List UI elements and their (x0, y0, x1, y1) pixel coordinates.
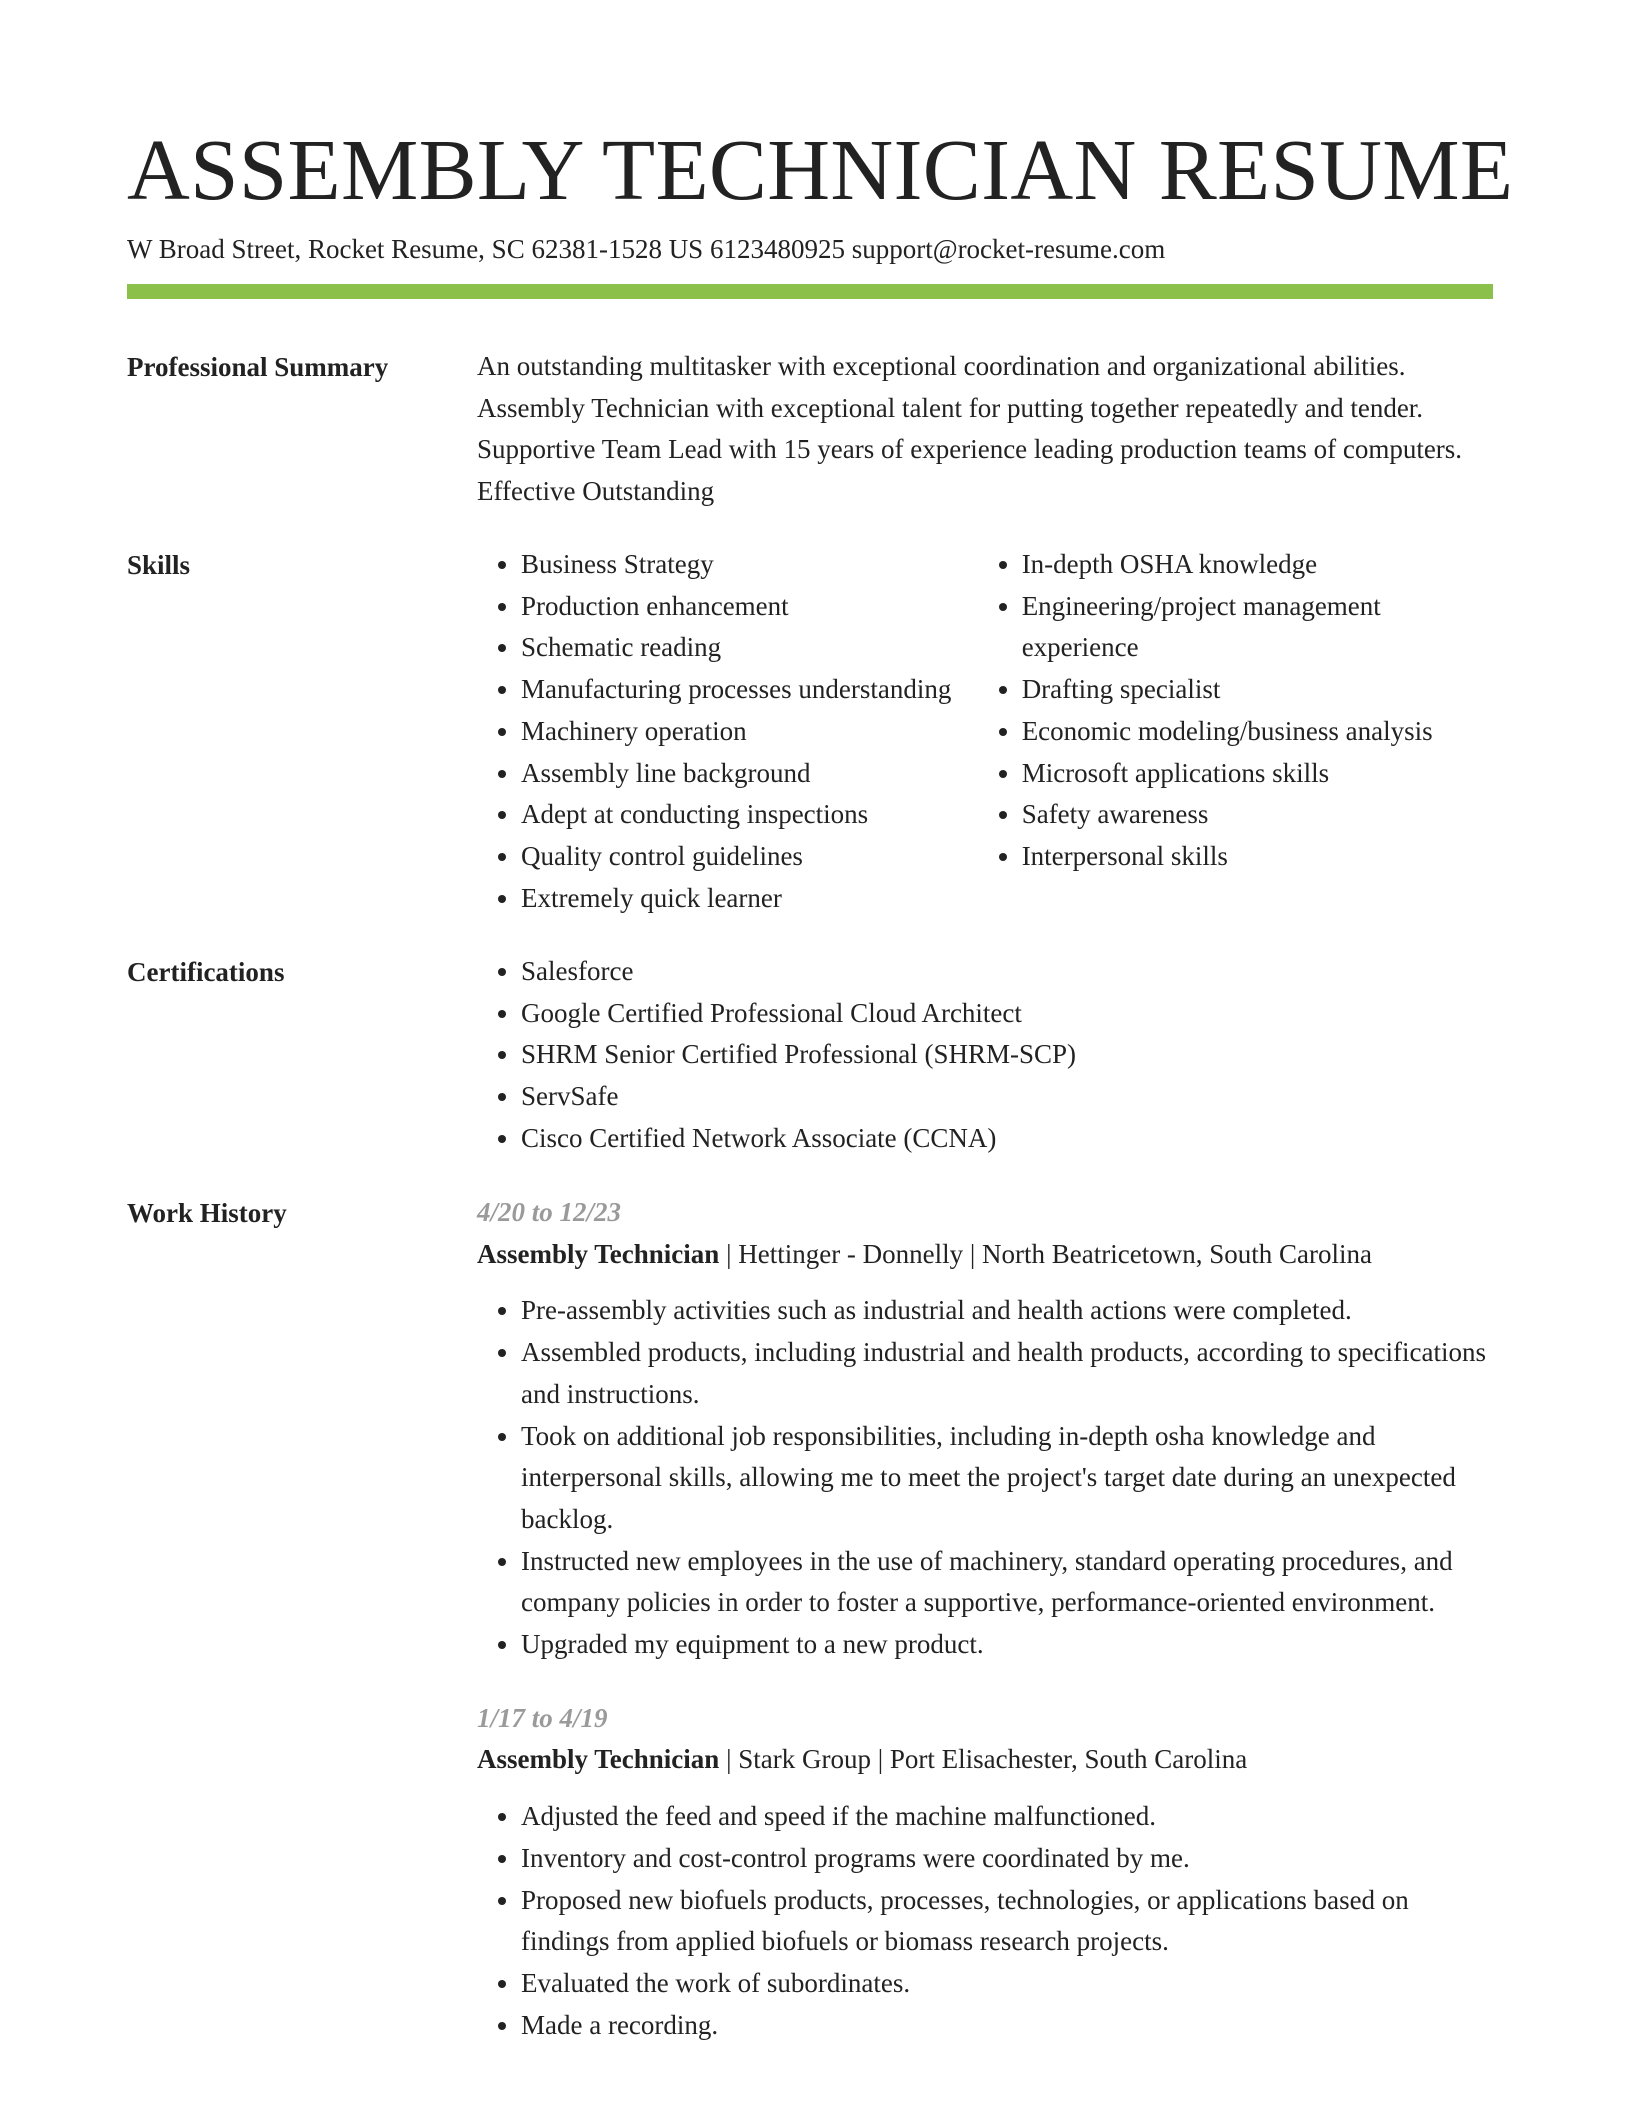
skill-item: • Adept at conducting inspections (521, 794, 978, 836)
job-entry (477, 1192, 1493, 1666)
summary-text: An outstanding multitasker with exceptional coordination and organizational abilities. Assembly Technician with exceptional talent for putting together repeatedly and tender. Supportive Team Lead with 15 years of experience leading production teams of computers. Effective Outstanding (477, 351, 1463, 507)
job-bullet: • Assembled products, including industrial and health products, according to specifications and instructions. (521, 1332, 1493, 1415)
job-heading (477, 1234, 1493, 1276)
skill-item: • Schematic reading (521, 627, 978, 669)
certification-item: • Salesforce (521, 951, 1493, 993)
skill-item: • Microsoft applications skills (1022, 753, 1493, 795)
job-bullet: • Upgraded my equipment to a new product. (521, 1624, 1493, 1666)
certification-item: • Cisco Certified Network Associate (CCNA) (521, 1118, 1493, 1160)
job-bullet: • Instructed new employees in the use of machinery, standard operating procedures, and company policies in order to foster a supportive, performance-oriented environment. (521, 1541, 1493, 1624)
certification-item: • ServSafe (521, 1076, 1493, 1118)
job-bullet: • Evaluated the work of subordinates. (521, 1963, 1493, 2005)
skill-item: • Manufacturing processes understanding (521, 669, 978, 711)
skill-item: • Production enhancement (521, 586, 978, 628)
skill-item: • Business Strategy (521, 544, 978, 586)
skill-item: • Assembly line background (521, 753, 978, 795)
skills-column-1 (477, 544, 978, 919)
skills-label: Skills (127, 550, 191, 580)
job-bullet: • Proposed new biofuels products, processes, technologies, or applications based on findings from applied biofuels or biomass research projects. (521, 1880, 1493, 1963)
certifications-label: Certifications (127, 957, 285, 987)
job-bullet: • Pre-assembly activities such as industrial and health actions were completed. (521, 1290, 1493, 1332)
skill-item: • In-depth OSHA knowledge (1022, 544, 1493, 586)
contact-line: W Broad Street, Rocket Resume, SC 62381-1528 US 6123480925 support@rocket-resume.com (127, 234, 1166, 264)
skills-body (477, 544, 1493, 919)
certification-item: • Google Certified Professional Cloud Architect (521, 993, 1493, 1035)
summary-body (477, 346, 1493, 513)
certifications-body (477, 951, 1493, 1160)
job-heading (477, 1739, 1493, 1781)
work-history-label: Work History (127, 1198, 287, 1228)
job-title: Assembly Technician (477, 1238, 720, 1269)
certifications-list (477, 951, 1493, 1160)
work-history-body (477, 1192, 1493, 2078)
skill-item: • Extremely quick learner (521, 878, 978, 920)
job-dates: 1/17 to 4/19 (477, 1702, 608, 1733)
skill-item: • Interpersonal skills (1022, 836, 1493, 878)
job-details: | Hettinger - Donnelly | North Beatricetown, South Carolina (719, 1238, 1372, 1269)
job-bullets (477, 1290, 1493, 1665)
job-bullet: • Made a recording. (521, 2005, 1493, 2047)
skill-item: • Drafting specialist (1022, 669, 1493, 711)
skill-item: • Machinery operation (521, 711, 978, 753)
skill-item: • Quality control guidelines (521, 836, 978, 878)
skills-column-2 (978, 544, 1493, 919)
job-bullets (477, 1796, 1493, 2046)
skill-item: • Safety awareness (1022, 794, 1493, 836)
skill-item: • Engineering/project management experience (1022, 586, 1493, 669)
job-details: | Stark Group | Port Elisachester, South Carolina (719, 1744, 1248, 1775)
job-entry (477, 1698, 1493, 2047)
job-bullet: • Took on additional job responsibilities, including in-depth osha knowledge and interpersonal skills, allowing me to meet the project's target date during an unexpected backlog. (521, 1416, 1493, 1541)
job-bullet: • Inventory and cost-control programs were coordinated by me. (521, 1838, 1493, 1880)
skill-item: • Economic modeling/business analysis (1022, 711, 1493, 753)
job-title: Assembly Technician (477, 1744, 720, 1775)
header-divider (127, 284, 1493, 299)
job-dates: 4/20 to 12/23 (477, 1197, 622, 1227)
resume-title: ASSEMBLY TECHNICIAN RESUME (127, 121, 1514, 218)
certification-item: • SHRM Senior Certified Professional (SHRM-SCP) (521, 1034, 1493, 1076)
summary-label: Professional Summary (127, 352, 389, 382)
job-bullet: • Adjusted the feed and speed if the machine malfunctioned. (521, 1796, 1493, 1838)
